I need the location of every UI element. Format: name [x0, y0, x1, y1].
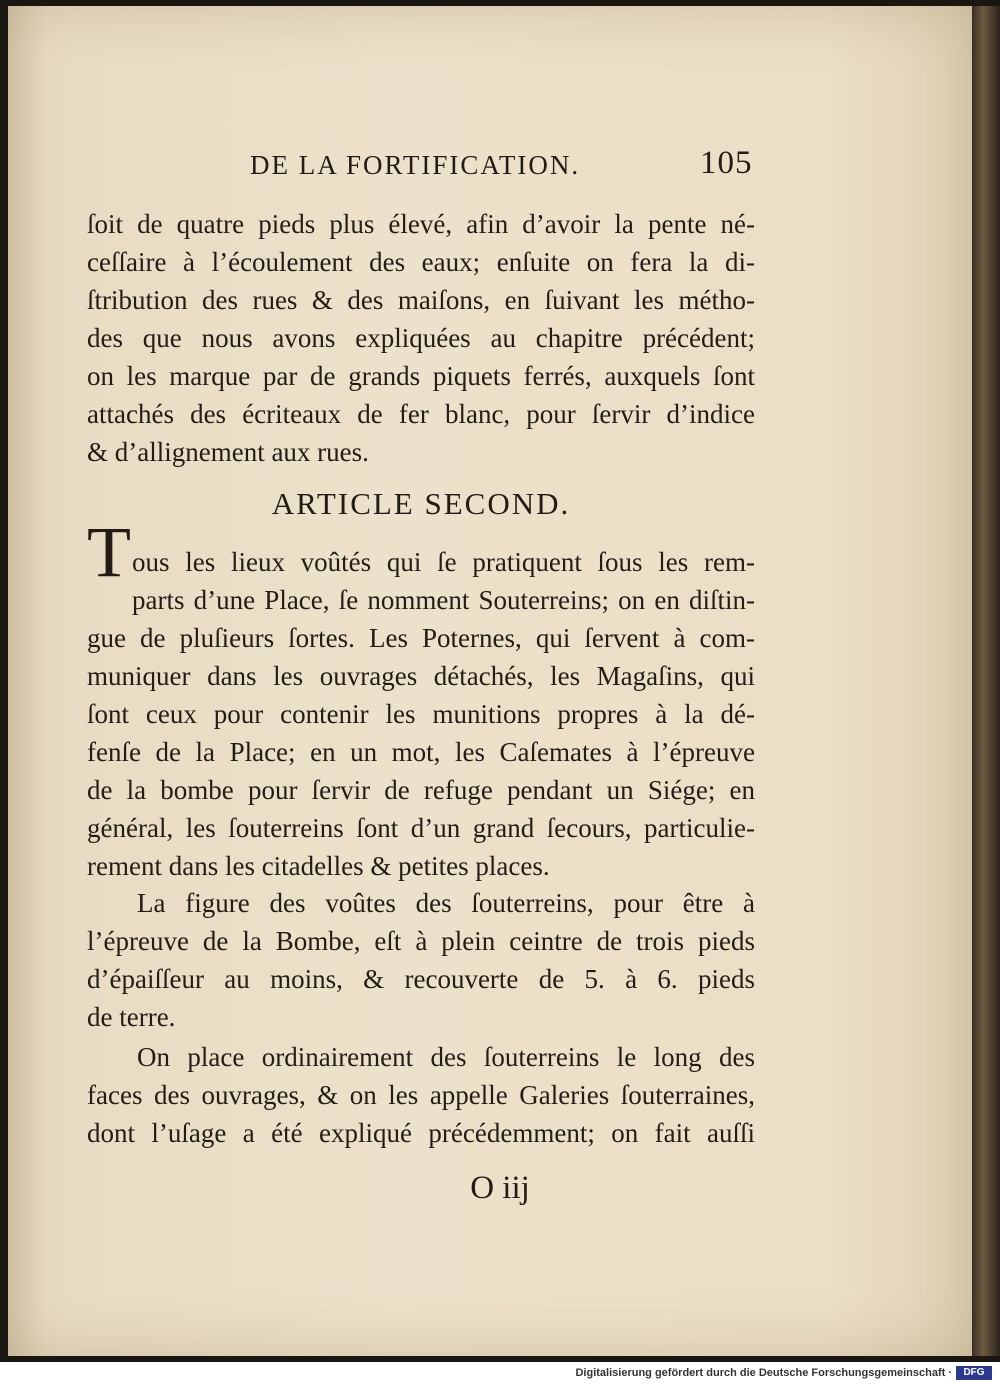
text-line: dont l’uſage a été expliqué précédemment; on fait auſſi: [87, 1118, 755, 1148]
text-line: attachés des écriteaux de fer blanc, pour ſervir d’indice: [87, 399, 755, 429]
paragraph-4: [87, 1038, 755, 1152]
dfg-logo-icon: DFG: [956, 1366, 992, 1380]
page-edge: [972, 6, 1000, 1356]
paragraph-2: [87, 543, 755, 885]
text-line: fenſe de la Place; en un mot, les Caſemates à l’épreuve: [87, 737, 755, 767]
text-line: muniquer dans les ouvrages détachés, les Magaſins, qui: [87, 661, 755, 691]
page-number: 105: [700, 145, 753, 181]
text-line: La figure des voûtes des ſouterreins, pour être à: [137, 888, 755, 918]
text-line: rement dans les citadelles & petites places.: [87, 851, 550, 881]
paragraph-1: [87, 205, 755, 471]
text-line: d’épaiſſeur au moins, & recouverte de 5. à 6. pieds: [87, 964, 755, 994]
text-line: général, les ſouterreins ſont d’un grand ſecours, particulie-: [87, 813, 755, 843]
text-line: on les marque par de grands piquets ferrés, auxquels ſont: [87, 361, 755, 391]
text-line: ſoit de quatre pieds plus élevé, afin d’avoir la pente né-: [87, 209, 755, 239]
text-line: faces des ouvrages, & on les appelle Galeries ſouterraines,: [87, 1080, 755, 1110]
paragraph-3: [87, 884, 755, 1036]
funding-credit: Digitalisierung gefördert durch die Deutsche Forschungsgemeinschaft ·: [575, 1367, 952, 1379]
text-line: de terre.: [87, 1002, 176, 1032]
running-head: DE LA FORTIFICATION.: [250, 150, 581, 180]
text-line: ſont ceux pour contenir les munitions propres à la dé-: [87, 699, 755, 729]
text-line: des que nous avons expliquées au chapitre précédent;: [87, 323, 755, 353]
text-line: ſtribution des rues & des maiſons, en ſuivant les métho-: [87, 285, 755, 315]
text-line: parts d’une Place, ſe nomment Souterreins; on en diſtin-: [132, 585, 755, 615]
text-line: ous les lieux voûtés qui ſe pratiquent ſous les rem-: [132, 547, 755, 577]
text-line: ceſſaire à l’écoulement des eaux; enſuite on fera la di-: [87, 247, 755, 277]
text-line: l’épreuve de la Bombe, eſt à plein ceintre de trois pieds: [87, 926, 755, 956]
signature-mark: O iij: [470, 1170, 530, 1206]
text-line: On place ordinairement des ſouterreins le long des: [137, 1042, 755, 1072]
text-line: & d’allignement aux rues.: [87, 437, 369, 467]
drop-cap: T: [87, 512, 131, 592]
text-line: de la bombe pour ſervir de refuge pendant un Siége; en: [87, 775, 755, 805]
text-line: gue de pluſieurs ſortes. Les Poternes, qui ſervent à com-: [87, 623, 755, 653]
article-heading: ARTICLE SECOND.: [271, 486, 571, 521]
